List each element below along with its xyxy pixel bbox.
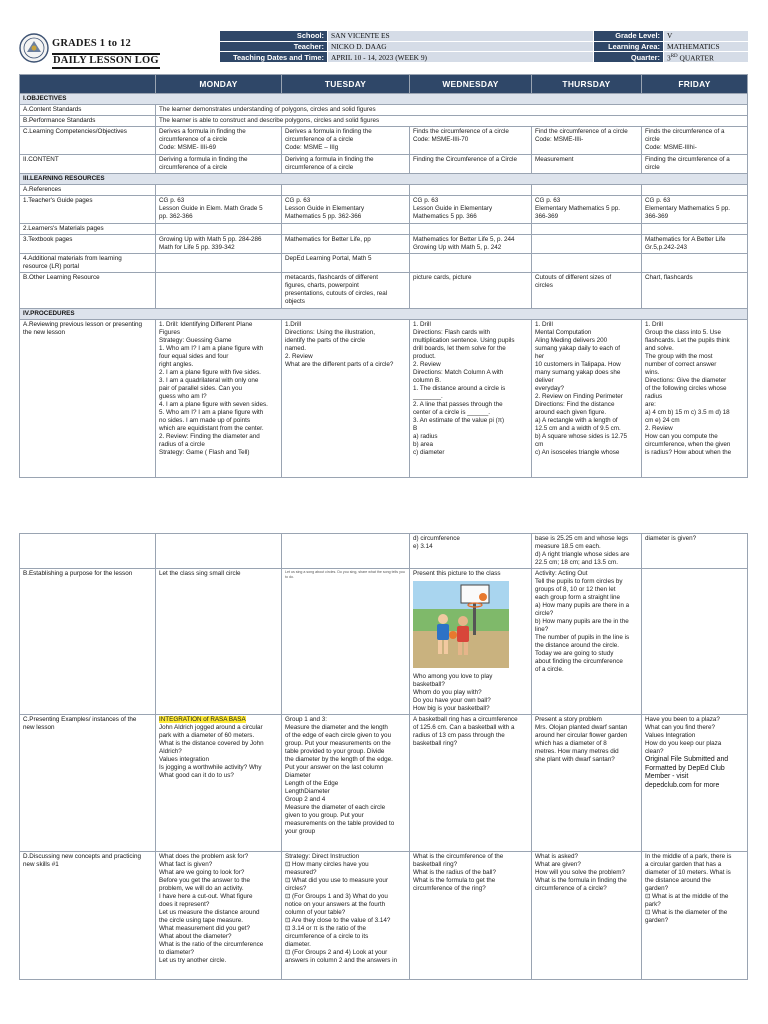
- review-cont-cell: diameter is given?: [642, 534, 748, 569]
- discuss-cell: Strategy: Direct Instruction ⊡ How many circles have you measured? ⊡ What did you use to measure your circles? ⊡ (For Groups 1 and 3) What do you notice on your answers at the fourth column of your table? ⊡ Are they close to the value of 3.14? ⊡ 3.14 or π is the ratio of the circumference of a circle to its diameter. ⊡ (For Groups 2 and 4) Look at your answers in column 2 and the answers in: [282, 852, 410, 980]
- row-label-examples: C.Presenting Examples/ instances of the new lesson: [20, 715, 156, 852]
- purpose-cell-monday: Let the class sing small circle: [156, 569, 282, 715]
- examples-cell-friday: [642, 715, 748, 852]
- section-procedures: IV.PROCEDURES: [20, 309, 748, 320]
- additional-cell: [642, 254, 748, 273]
- examples-friday-text: Have you been to a plaza? What can you find there? Values Integration How do you keep our plaza clean?: [645, 716, 722, 755]
- area-label: Learning Area:: [594, 41, 664, 52]
- purpose-wednesday-questions: Who among you love to play basketball? Whom do you play with? Do you have your own ball? How big is your basketball?: [413, 673, 493, 712]
- other-resource-cell: metacards, flashcards of different figures, charts, powerpoint presentations, cutouts of circles, real objects: [282, 273, 410, 309]
- textbook-cell: Mathematics for A Better Life Gr.5,p.242-243: [642, 235, 748, 254]
- area-value: MATHEMATICS: [664, 41, 749, 52]
- teacher-label: Teacher:: [220, 41, 328, 52]
- section-objectives: I.OBJECTIVES: [20, 94, 748, 105]
- section-learning-resources: III.LEARNING RESOURCES: [20, 174, 748, 185]
- additional-cell: DepEd Learning Portal, Math 5: [282, 254, 410, 273]
- header-meta-table: [219, 30, 749, 63]
- other-resource-cell: [156, 273, 282, 309]
- school-label: School:: [220, 31, 328, 42]
- purpose-tuesday-text: Let us sing a song about circles. Do you sing, share what the song tells you to do.: [285, 570, 405, 579]
- content-cell: Finding the circumference of a circle: [642, 155, 748, 174]
- day-header-wednesday: WEDNESDAY: [410, 75, 532, 94]
- additional-cell: [156, 254, 282, 273]
- examples-cell-tuesday: Group 1 and 3: Measure the diameter and the length of the edge of each circle given to you group. Put your measurements on the table provided to your group. Divide the diameter by the length of the edge. Put your answer on the last column Diameter Length of the Edge LengthDiameter Group 2 and 4 Measure the diameter of each circle given to you group. Put your measurements on the table provided to your group: [282, 715, 410, 852]
- content-cell: Deriving a formula in finding the circumference of a circle: [282, 155, 410, 174]
- brand-line-1: GRADES 1 to 12: [52, 38, 131, 49]
- day-header-friday: FRIDAY: [642, 75, 748, 94]
- corner-header: [20, 75, 156, 94]
- row-label-purpose: B.Establishing a purpose for the lesson: [20, 569, 156, 715]
- tg-cell: CG p. 63 Lesson Guide in Elementary Mathematics 5 pp. 366: [410, 196, 532, 224]
- row-label-reviewing: A.Reviewing previous lesson or presenting the new lesson: [20, 320, 156, 478]
- discuss-cell: In the middle of a park, there is a circular garden that has a diameter of 10 meters. What is the distance around the garden? ⊡ What is at the middle of the park? ⊡ What is the diameter of the garden?: [642, 852, 748, 980]
- competency-cell: Derives a formula in finding the circumference of a circle Code: MSME – IIIg: [282, 127, 410, 155]
- other-resource-cell: Cutouts of different sizes of circles: [532, 273, 642, 309]
- examples-monday-text: John Aldrich jogged around a circular park with a diameter of 60 meters. What is the distance covered by John Aldrich? Values integration Is jogging a worthwhile activity? Why What good can it do to us?: [159, 724, 264, 779]
- examples-cell-wednesday: A basketball ring has a circumference of 125.6 cm. Can a basketball with a radius of 13 cm pass through the basketball ring?: [410, 715, 532, 852]
- competency-cell: Finds the circumference of a circle Code: MSME-IIIhi-: [642, 127, 748, 155]
- school-value: SAN VICENTE ES: [328, 31, 594, 42]
- day-header-tuesday: TUESDAY: [282, 75, 410, 94]
- other-resource-cell: Chart, flashcards: [642, 273, 748, 309]
- brand-line-2: DAILY LESSON LOG: [52, 53, 160, 69]
- grade-label: Grade Level:: [594, 31, 664, 42]
- textbook-cell: Growing Up with Math 5 pp. 284-286 Math for Life 5 pp. 339-342: [156, 235, 282, 254]
- row-label-teachers-guide: 1.Teacher's Guide pages: [20, 196, 156, 224]
- tg-cell: CG p. 63 Elementary Mathematics 5 pp. 366-369: [642, 196, 748, 224]
- content-cell: Deriving a formula in finding the circumference of a circle: [156, 155, 282, 174]
- purpose-wednesday-intro: Present this picture to the class: [413, 570, 501, 577]
- quarter-sup: RD: [670, 54, 678, 59]
- quarter-label: Quarter:: [594, 52, 664, 63]
- row-label-content-standards: A.Content Standards: [20, 105, 156, 116]
- grade-value: V: [664, 31, 749, 42]
- quarter-num: 3: [667, 53, 671, 63]
- content-standards: The learner demonstrates understanding of polygons, circles and solid figures: [156, 105, 748, 116]
- row-label-references: A.References: [20, 185, 156, 196]
- rasa-basa-highlight: INTEGRATION of RASA BASA: [159, 716, 246, 723]
- review-cell: 1. Drill Group the class into 5. Use flashcards. Let the pupils think and solve. The group with the most number of correct answer wins. Directions: Give the diameter of the following circles whose radius are: a) 4 cm b) 15 m c) 3.5 m d) 18 cm e) 24 cm 2. Review How can you compute the circumference, when the given is radius? How about when the: [642, 320, 748, 478]
- review-cont-cell: [282, 534, 410, 569]
- discuss-cell: What is asked? What are given? How will you solve the problem? What is the formula in finding the circumference of a circle?: [532, 852, 642, 980]
- competency-cell: Derives a formula in finding the circumference of a circle Code: MSME- IIIi-69: [156, 127, 282, 155]
- examples-cell-monday: [156, 715, 282, 852]
- day-header-thursday: THURSDAY: [532, 75, 642, 94]
- purpose-cell-friday: [642, 569, 748, 715]
- row-label-additional-materials: 4.Additional materials from learning resource (LR) portal: [20, 254, 156, 273]
- textbook-cell: [532, 235, 642, 254]
- teacher-value: NICKO D. DAAG: [328, 41, 594, 52]
- day-header-monday: MONDAY: [156, 75, 282, 94]
- brand-title: [52, 38, 157, 69]
- other-resource-cell: picture cards, picture: [410, 273, 532, 309]
- row-label-other-resources: B.Other Learning Resource: [20, 273, 156, 309]
- row-label-discussing: D.Discussing new concepts and practicing new skills #1: [20, 852, 156, 980]
- discuss-cell: What is the circumference of the basketball ring? What is the radius of the ball? What is the formula to get the circumference of the ring?: [410, 852, 532, 980]
- row-label-content: II.CONTENT: [20, 155, 156, 174]
- row-label-performance-standards: B.Performance Standards: [20, 116, 156, 127]
- review-cell: 1. Drill: Identifying Different Plane Figures Strategy: Guessing Game 1. Who am I? I am a plane figure with four equal sides and four right angles. 2. I am a plane figure with five sides. 3. I am a quadrilateral with only one pair of parallel sides. Can you guess who am I? 4. I am a plane figure with seven sides. 5. Who am I? I am a plane figure with no sides. I am made up of points which are equidistant from the center. 2. Review: Finding the diameter and radius of a circle Strategy: Game ( Flash and Tell): [156, 320, 282, 478]
- examples-cell-thursday: Present a story problem Mrs. Olojan planted dwarf santan around her circular flower garden which has a diameter of 8 metres. How many metres did she plant with dwarf santan?: [532, 715, 642, 852]
- tg-cell: CG p. 63 Elementary Mathematics 5 pp. 366-369: [532, 196, 642, 224]
- additional-cell: [410, 254, 532, 273]
- row-label-learners-materials: 2.Learners's Materials pages: [20, 224, 156, 235]
- basketball-picture: [413, 581, 509, 668]
- performance-standards: The learner is able to construct and describe polygons, circles and solid figures: [156, 116, 748, 127]
- quarter-value: [664, 52, 749, 63]
- purpose-cell-thursday: Activity: Acting Out Tell the pupils to form circles by groups of 8, 10 or 12 then let each group form a straight line a) How many pupils are there in a circle? b) How many pupils are the in the line? The number of pupils in the line is the distance around the circle. Today we are going to study about finding the circumference of a circle.: [532, 569, 642, 715]
- review-cont-cell: d) circumference e) 3.14: [410, 534, 532, 569]
- depedclub-note: Original File Submitted and Formatted by DepEd Club Member - visit depedclub.com for more: [645, 756, 729, 789]
- deped-seal-logo: [19, 33, 49, 63]
- dates-label: Teaching Dates and Time:: [220, 52, 328, 63]
- review-cell: 1.Drill Directions: Using the illustration, identify the parts of the circle named. 2. Review What are the different parts of a circle?: [282, 320, 410, 478]
- discuss-cell: What does the problem ask for? What fact is given? What are we going to look for? Before you get the answer to the problem, we will do an activity. I have here a cut-out. What figure does it represent? Let us measure the distance around the circle using tape measure. What measurement did you get? What about the diameter? What is the ratio of the circumference to diameter? Let us try another circle.: [156, 852, 282, 980]
- review-cell: 1. Drill Mental Computation Aling Meding delivers 200 sumang yakap daily to each of her 10 customers in Talipapa. How many sumang yakap does she deliver everyday? 2. Review on Finding Perimeter Directions: Find the distance around each given figure. a) A rectangle with a length of 12.5 cm and a width of 9.5 cm. b) A square whose sides is 12.75 cm c) An isosceles triangle whose: [532, 320, 642, 478]
- textbook-cell: Mathematics for Better Life, pp: [282, 235, 410, 254]
- review-cont-cell: base is 25.25 cm and whose legs measure 18.5 cm each. d) A right triangle whose sides are 22.5 cm; 18 cm; and 13.5 cm.: [532, 534, 642, 569]
- lesson-log-table: [19, 74, 748, 478]
- competency-cell: Finds the circumference of a circle Code: MSME-IIIi-70: [410, 127, 532, 155]
- tg-cell: CG p. 63 Lesson Guide in Elem. Math Grade 5 pp. 362-366: [156, 196, 282, 224]
- lesson-log-table-continued: [19, 533, 748, 980]
- additional-cell: [532, 254, 642, 273]
- tg-cell: CG p. 63 Lesson Guide in Elementary Mathematics 5 pp. 362-366: [282, 196, 410, 224]
- purpose-cell-tuesday: [282, 569, 410, 715]
- content-cell: Finding the Circumference of a Circle: [410, 155, 532, 174]
- content-cell: Measurement: [532, 155, 642, 174]
- row-label-textbook: 3.Textbook pages: [20, 235, 156, 254]
- row-label-competencies: C.Learning Competencies/Objectives: [20, 127, 156, 155]
- textbook-cell: Mathematics for Better Life 5, p. 244 Growing Up with Math 5, p. 242: [410, 235, 532, 254]
- review-cell: 1. Drill Directions: Flash cards with multiplication sentence. Using pupils drill boards, let them solve for the product. 2. Review Directions: Match Column A with column B. 1. The distance around a circle is ________. 2. A line that passes through the center of a circle is ______. 3. An estimate of the value pi (π) B a) radius b) area c) diameter: [410, 320, 532, 478]
- review-cont-cell: [156, 534, 282, 569]
- purpose-cell-wednesday: [410, 569, 532, 715]
- dates-value: APRIL 10 - 14, 2023 (WEEK 9): [328, 52, 594, 63]
- quarter-word: QUARTER: [677, 53, 714, 63]
- competency-cell: Find the circumference of a circle Code: MSME-IIIi-: [532, 127, 642, 155]
